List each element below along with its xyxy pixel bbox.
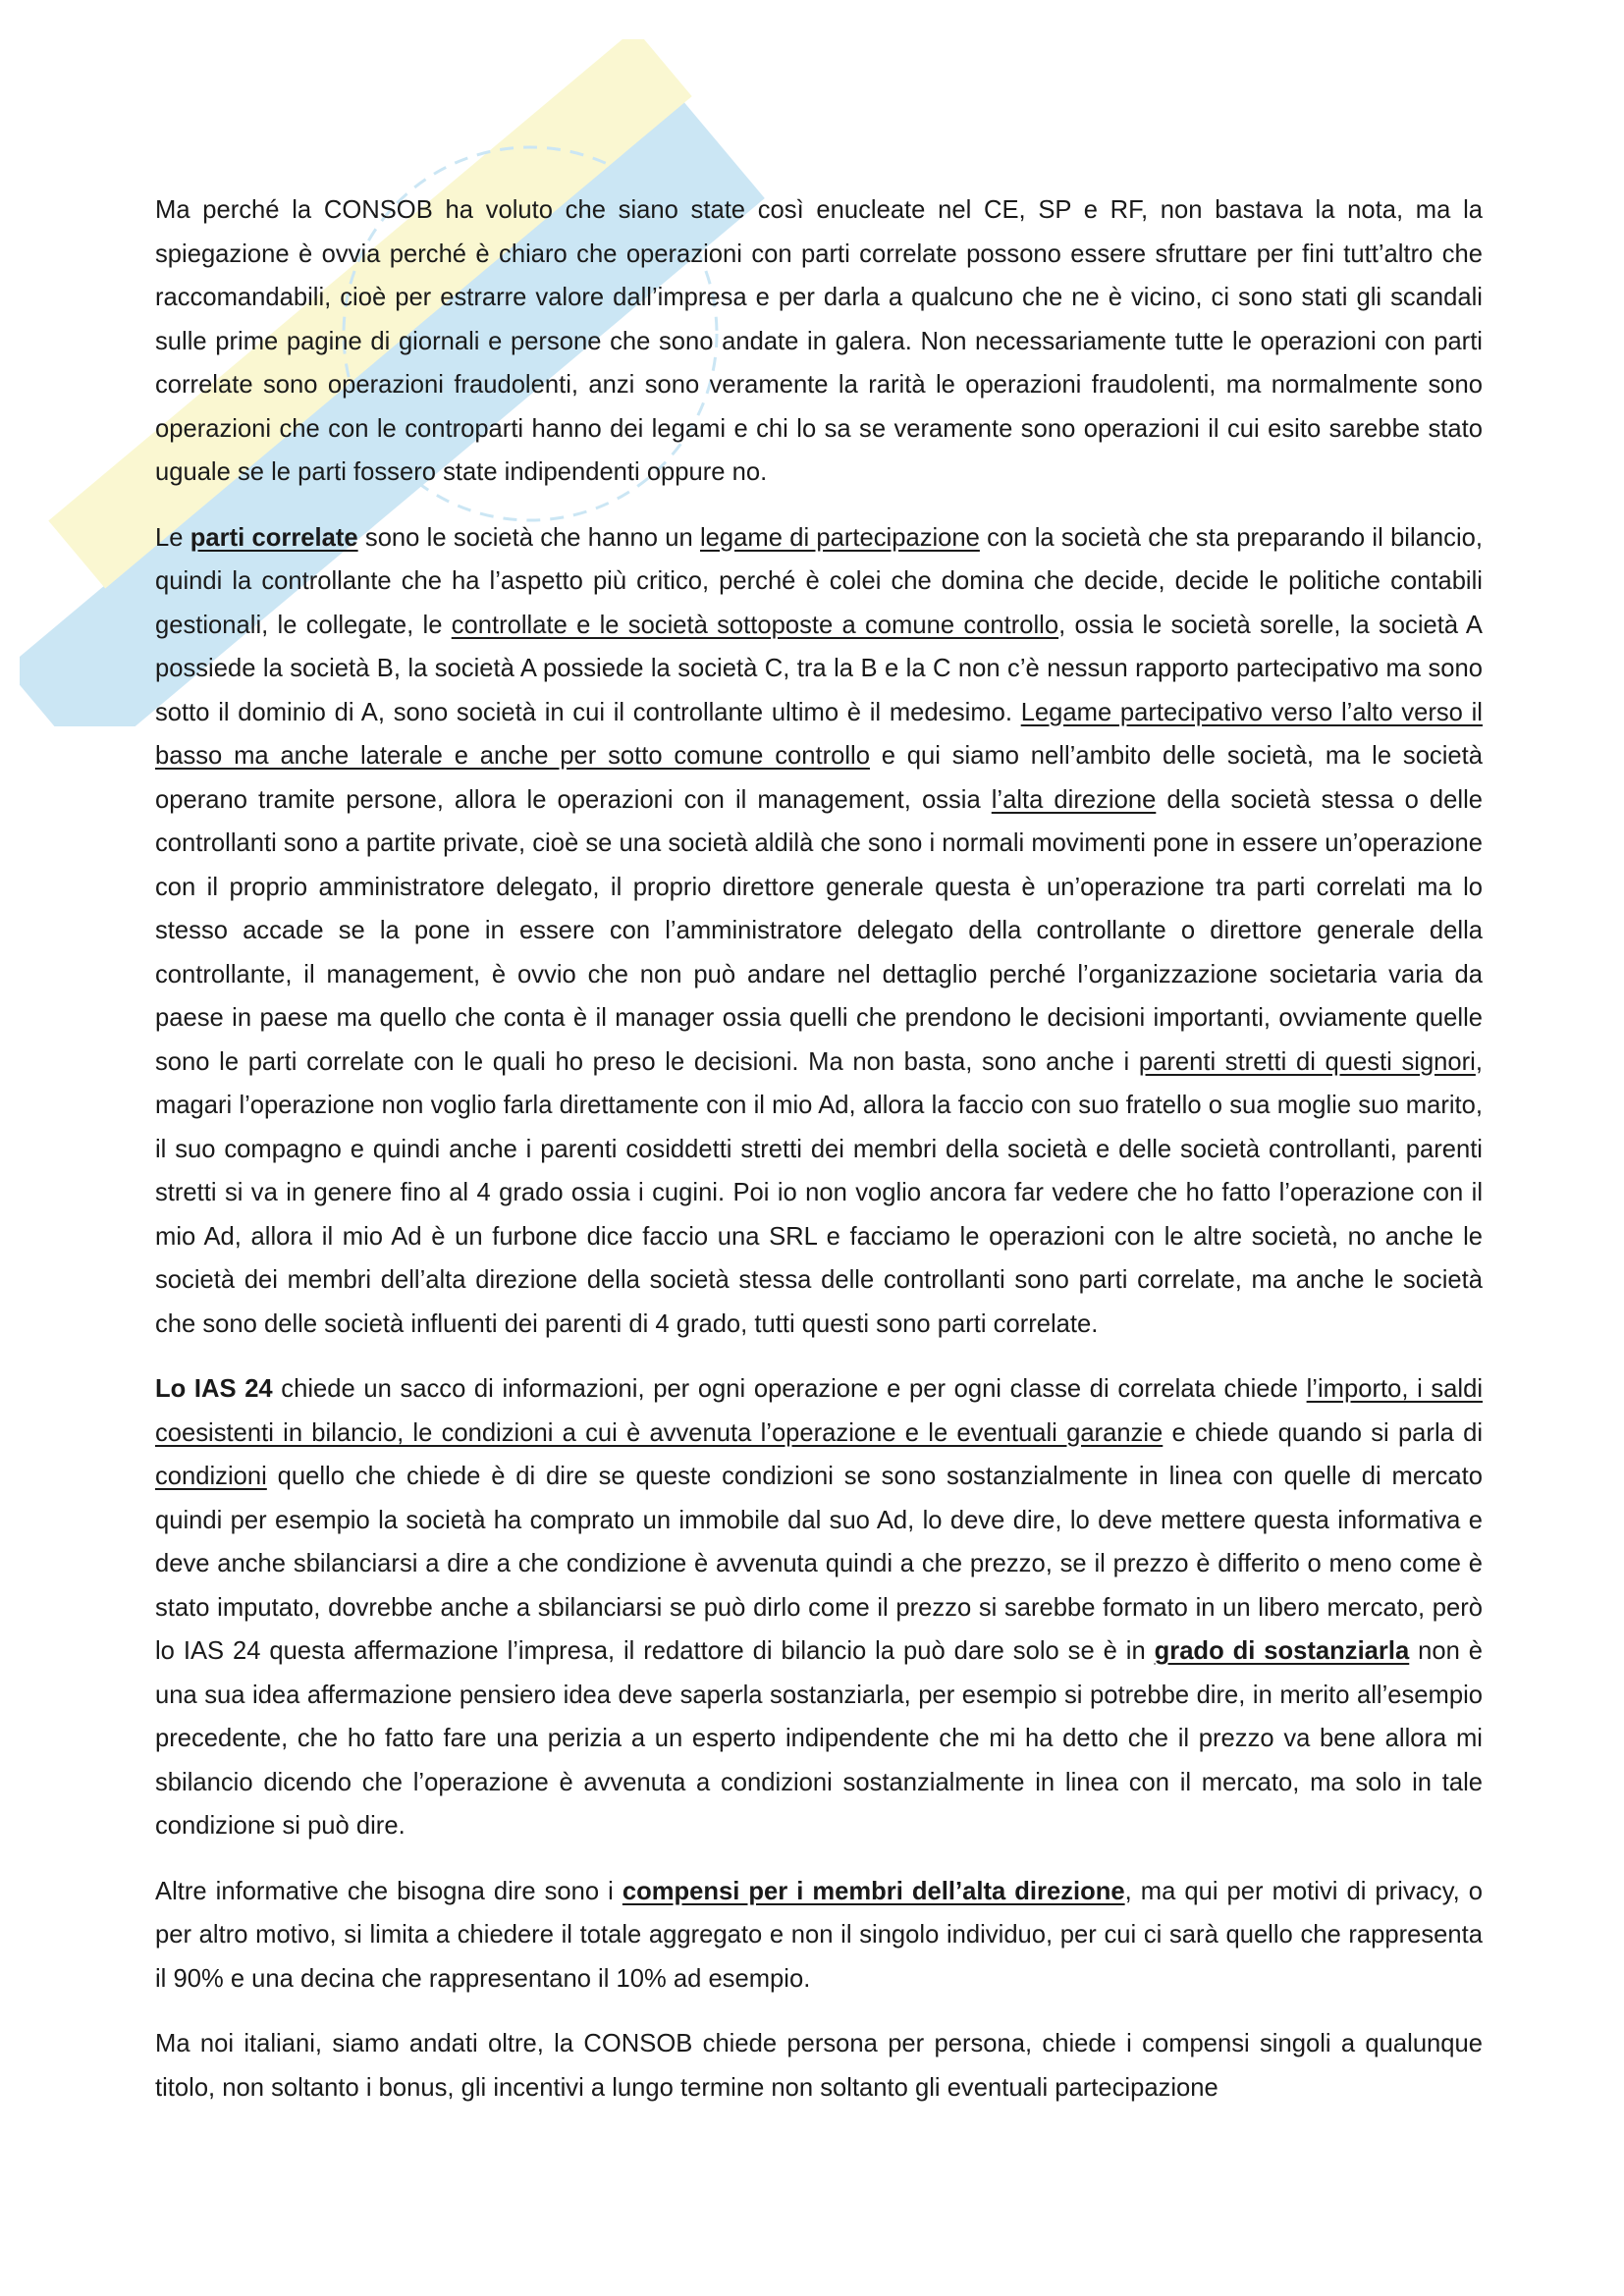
emphasis-run: parti correlate	[189, 523, 358, 552]
text-run: , magari l’operazione non voglio farla direttamente con il mio Ad, allora la faccio con suo fratello o sua moglie suo marito, il suo compagno e quindi anche i parenti cosiddetti stretti dei membri della società e delle società controllanti, parenti stretti si va in genere fino al 4 grado ossia i cugini. Poi io non voglio ancora far vedere che ho fatto l’operazione con il mio Ad, allora il mio Ad è un furbone dice faccio una SRL e facciamo le operazioni con le altre società, no anche le società dei membri dell’alta direzione della società stessa delle controllanti sono parti correlate, ma anche le società che sono delle società influenti dei parenti di 4 grado, tutti questi sono parti correlate.	[155, 1047, 1483, 1338]
emphasis-run: grado di sostanziarla	[1154, 1637, 1410, 1665]
paragraph-4	[155, 1870, 1483, 2002]
text-run: della società stessa o delle controllanti sono a partite private, cioè se una società aldilà che sono i normali movimenti pone in essere un’operazione con il proprio amministratore delegato, il proprio direttore generale questa è un’operazione tra parti correlati ma lo stesso accade se la pone in essere con l’amministratore delegato della controllante o direttore generale della controllante, il management, è ovvio che non può andare nel dettaglio perché l’organizzazione societaria varia da paese in paese ma quello che conta è il manager ossia quelli che prendono le decisioni importanti, ovviamente quelle sono le parti correlate con le quali ho preso le decisioni. Ma non basta, sono anche i	[155, 785, 1484, 1076]
document-page	[155, 188, 1483, 2131]
emphasis-run: l’importo, i saldi coesistenti in bilancio, le condizioni a cui è avvenuta l’operazione e le eventuali garanzie	[155, 1375, 1484, 1447]
text-run: e qui siamo nell’ambito delle società, ma le società operano tramite persone, allora le operazioni con il management, ossia	[155, 742, 1483, 814]
emphasis-run: compensi per i membri dell’alta direzione	[622, 1877, 1125, 1905]
emphasis-run: condizioni	[155, 1463, 267, 1490]
text-run: con la società che sta preparando il bilancio, quindi la controllante che ha l’aspetto più critico, perché è colei che domina che decide, decide le politiche contabili gestionali, le collegate, le	[155, 523, 1483, 639]
paragraph-5	[155, 2022, 1483, 2109]
text-run: non è una sua idea affermazione pensiero idea deve saperla sostanziarla, per esempio si potrebbe dire, in merito all’esempio precedente, che ho fatto fare una perizia a un esperto indipendente che mi ha detto che il prezzo va bene allora mi sbilancio dicendo che l’operazione è avvenuta a condizioni sostanzialmente in linea con il mercato, ma solo in tale condizione si può dire.	[155, 1637, 1484, 1840]
emphasis-run: Lo IAS 24	[155, 1375, 273, 1403]
text-run: Ma perché la CONSOB ha voluto che siano state così enucleate nel CE, SP e RF, non bastava la nota, ma la spiegazione è ovvia perché è chiaro che operazioni con parti correlate possono essere sfruttare per fini tutt’altro che raccomandabili, cioè per estrarre valore dall’impresa e per darla a qualcuno che ne è vicino, ci sono stati gli scandali sulle prime pagine di giornali e persone che sono andate in galera. Non necessariamente tutte le operazioni con parti correlate sono operazioni fraudolenti, anzi sono veramente la rarità le operazioni fraudolenti, ma normalmente sono operazioni che con le controparti hanno dei legami e chi lo sa se veramente sono operazioni il cui esito sarebbe stato uguale se le parti fossero state indipendenti oppure no.	[155, 196, 1483, 486]
text-run: , ossia le società sorelle, la società A possiede la società B, la società A possiede la società C, tra la B e la C non c’è nessun rapporto partecipativo ma sono sotto il dominio di A, sono società in cui il controllante ultimo è il medesimo.	[155, 611, 1484, 726]
emphasis-run: legame di partecipazione	[699, 523, 980, 552]
emphasis-run: l’alta direzione	[991, 785, 1157, 814]
text-run: Altre informative che bisogna dire sono i	[155, 1877, 623, 1905]
emphasis-run: Legame partecipativo verso l’alto verso il basso ma anche laterale e anche per sotto comune controllo	[155, 698, 1483, 770]
text-run: quello che chiede è di dire se queste condizioni se sono sostanzialmente in linea con quelle di mercato quindi per esempio la società ha comprato un immobile dal suo Ad, lo deve dire, lo deve mettere questa informativa e deve anche sbilanciarsi a dire a che condizione è avvenuta quindi a che prezzo, se il prezzo è differito o meno come è stato imputato, dovrebbe anche a sbilanciarsi se può dirlo come il prezzo si sarebbe formato in un libero mercato, però lo IAS 24 questa affermazione l’impresa, il redattore di bilancio la può dare solo se è in	[155, 1463, 1483, 1665]
text-run: , ma qui per motivi di privacy, o per altro motivo, si limita a chiedere il totale aggregato e non il singolo individuo, per cui ci sarà quello che rappresenta il 90% e una decina che rappresentano il 10% ad esempio.	[155, 1877, 1483, 1993]
emphasis-run: controllate e le società sottoposte a comune controllo	[451, 611, 1059, 639]
paragraph-3	[155, 1367, 1483, 1848]
text-run: Le	[155, 523, 190, 552]
text-run: e chiede quando si parla di	[1163, 1418, 1484, 1447]
text-run: chiede un sacco di informazioni, per ogni operazione e per ogni classe di correlata chiede	[272, 1375, 1307, 1403]
paragraph-2	[155, 516, 1483, 1347]
text-run: Ma noi italiani, siamo andati oltre, la CONSOB chiede persona per persona, chiede i compensi singoli a qualunque titolo, non soltanto i bonus, gli incentivi a lungo termine non soltanto gli eventuali partecipazione	[155, 2030, 1483, 2102]
emphasis-run: parenti stretti di questi signori	[1138, 1047, 1476, 1076]
text-run: sono le società che hanno un	[357, 523, 700, 552]
paragraph-1	[155, 188, 1483, 495]
